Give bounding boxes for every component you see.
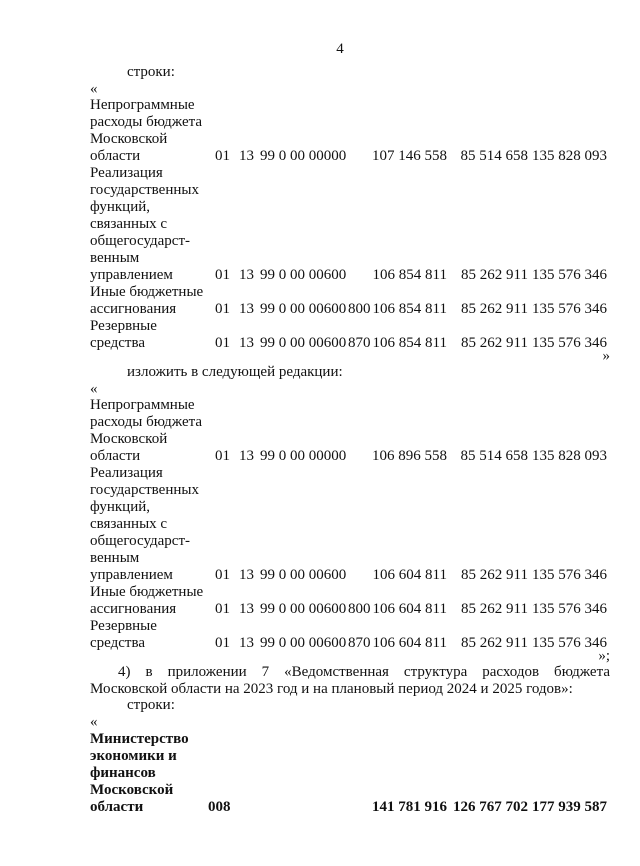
amount-2025: 135 576 346 [532, 335, 607, 351]
row-name [90, 97, 215, 165]
row-name [90, 397, 215, 465]
amount-2025: 135 576 346 [532, 267, 607, 283]
row-name-line: ассигнования [90, 601, 177, 617]
amount-2023: 106 854 811 [372, 335, 447, 351]
section-code: 01 [215, 301, 230, 317]
target-article-code: 99 0 00 00600 [260, 335, 347, 351]
target-article-code: 99 0 00 00600 [260, 601, 347, 617]
subsection-code: 13 [239, 148, 254, 164]
row-name-line: средства [90, 635, 146, 651]
row-name-line: государственных [90, 182, 199, 198]
expense-type-code: 870 [348, 335, 371, 351]
amount-2024: 85 262 911 [461, 267, 528, 283]
amount-2024: 85 514 658 [460, 448, 528, 464]
amount-2023: 106 854 811 [372, 301, 447, 317]
expense-type-code: 870 [348, 635, 371, 651]
subsection-code: 13 [239, 567, 254, 583]
amount-2023: 107 146 558 [372, 148, 447, 164]
row-name [90, 318, 215, 352]
target-article-code: 99 0 00 00600 [260, 267, 347, 283]
amount-2025: 135 828 093 [532, 448, 607, 464]
section1-row [90, 97, 620, 165]
row-name-line: области [90, 799, 144, 815]
target-article-code: 99 0 00 00600 [260, 567, 347, 583]
amount-2024: 85 262 911 [461, 601, 528, 617]
row-name-line: Реализация [90, 465, 163, 481]
ved-code: 008 [208, 799, 231, 815]
section1-quote-open: « [90, 81, 98, 97]
amount-2023: 106 604 811 [372, 601, 447, 617]
section3-row [90, 731, 620, 816]
section2-quote-close: »; [598, 648, 610, 664]
section1-quote-close: » [602, 348, 610, 364]
row-name-line: Непрограммные [90, 397, 195, 413]
row-name-line: Резервные [90, 618, 157, 634]
row-name-line: Реализация [90, 165, 163, 181]
amount-2024: 126 767 702 [453, 799, 528, 815]
section2-quote-open: « [90, 381, 98, 397]
target-article-code: 99 0 00 00600 [260, 635, 347, 651]
section1-intro: строки: [127, 64, 175, 80]
section1-table [90, 97, 620, 352]
row-name-line: общегосударст- [90, 533, 191, 549]
row-name-line: венным [90, 250, 140, 266]
section2-row [90, 397, 620, 465]
row-name-line: Иные бюджетные [90, 584, 204, 600]
row-name-line: области [90, 448, 141, 464]
row-name-line: расходы бюджета [90, 114, 203, 130]
amount-2024: 85 262 911 [461, 567, 528, 583]
row-name-line: Иные бюджетные [90, 284, 204, 300]
section-code: 01 [215, 148, 230, 164]
amount-2023: 106 896 558 [372, 448, 447, 464]
row-name-line: функций, [90, 199, 150, 215]
row-name-line: функций, [90, 499, 150, 515]
section-code: 01 [215, 267, 230, 283]
section2-row [90, 618, 620, 652]
row-name-line: государственных [90, 482, 199, 498]
row-name [90, 618, 215, 652]
amount-2025: 135 828 093 [532, 148, 607, 164]
row-name-line: Министерство [90, 731, 189, 747]
section1-row [90, 165, 620, 284]
row-name [90, 284, 215, 318]
section1-row [90, 284, 620, 318]
row-name-line: ассигнования [90, 301, 177, 317]
row-name-line: Московской [90, 131, 168, 147]
section-code: 01 [215, 448, 230, 464]
amount-2025: 135 576 346 [532, 635, 607, 651]
section3-table [90, 731, 620, 816]
amount-2024: 85 514 658 [460, 148, 528, 164]
subsection-code: 13 [239, 601, 254, 617]
row-name [90, 731, 215, 816]
subsection-code: 13 [239, 267, 254, 283]
section2-row [90, 465, 620, 584]
row-name [90, 584, 215, 618]
section-code: 01 [215, 635, 230, 651]
subsection-code: 13 [239, 448, 254, 464]
row-name-line: экономики и [90, 748, 177, 764]
section3-intro: строки: [127, 697, 175, 713]
amount-2024: 85 262 911 [461, 301, 528, 317]
row-name-line: Непрограммные [90, 97, 195, 113]
amount-2025: 135 576 346 [532, 567, 607, 583]
amount-2024: 85 262 911 [461, 635, 528, 651]
row-name-line: Резервные [90, 318, 157, 334]
amount-2023: 106 604 811 [372, 567, 447, 583]
expense-type-code: 800 [348, 601, 371, 617]
amount-2023: 106 604 811 [372, 635, 447, 651]
section2-table [90, 397, 620, 652]
section-code: 01 [215, 567, 230, 583]
expense-type-code: 800 [348, 301, 371, 317]
row-name-line: управлением [90, 567, 173, 583]
amount-2025: 177 939 587 [532, 799, 607, 815]
row-name [90, 165, 215, 284]
row-name-line: общегосударст- [90, 233, 191, 249]
subsection-code: 13 [239, 301, 254, 317]
target-article-code: 99 0 00 00600 [260, 301, 347, 317]
section3-quote-open: « [90, 714, 98, 730]
row-name-line: Московской [90, 431, 168, 447]
section1-row [90, 318, 620, 352]
section2-intro: изложить в следующей редакции: [127, 364, 343, 380]
target-article-code: 99 0 00 00000 [260, 148, 347, 164]
row-name-line: связанных с [90, 216, 168, 232]
row-name-line: связанных с [90, 516, 168, 532]
subsection-code: 13 [239, 635, 254, 651]
subsection-code: 13 [239, 335, 254, 351]
page-number: 4 [336, 41, 344, 57]
section2-row [90, 584, 620, 618]
row-name-line: финансов [90, 765, 156, 781]
section-code: 01 [215, 335, 230, 351]
amount-2023: 141 781 916 [372, 799, 447, 815]
amount-2025: 135 576 346 [532, 301, 607, 317]
row-name [90, 465, 215, 584]
row-name-line: расходы бюджета [90, 414, 203, 430]
amount-2025: 135 576 346 [532, 601, 607, 617]
amount-2024: 85 262 911 [461, 335, 528, 351]
row-name-line: управлением [90, 267, 173, 283]
row-name-line: Московской [90, 782, 174, 798]
row-name-line: средства [90, 335, 146, 351]
amount-2023: 106 854 811 [372, 267, 447, 283]
target-article-code: 99 0 00 00000 [260, 448, 347, 464]
paragraph-4: 4) в приложении 7 «Ведомственная структура расходов бюджета Московской области на 2023 год и на плановый период 2024 и 2025 годов»: [90, 664, 610, 697]
row-name-line: венным [90, 550, 140, 566]
row-name-line: области [90, 148, 141, 164]
section-code: 01 [215, 601, 230, 617]
